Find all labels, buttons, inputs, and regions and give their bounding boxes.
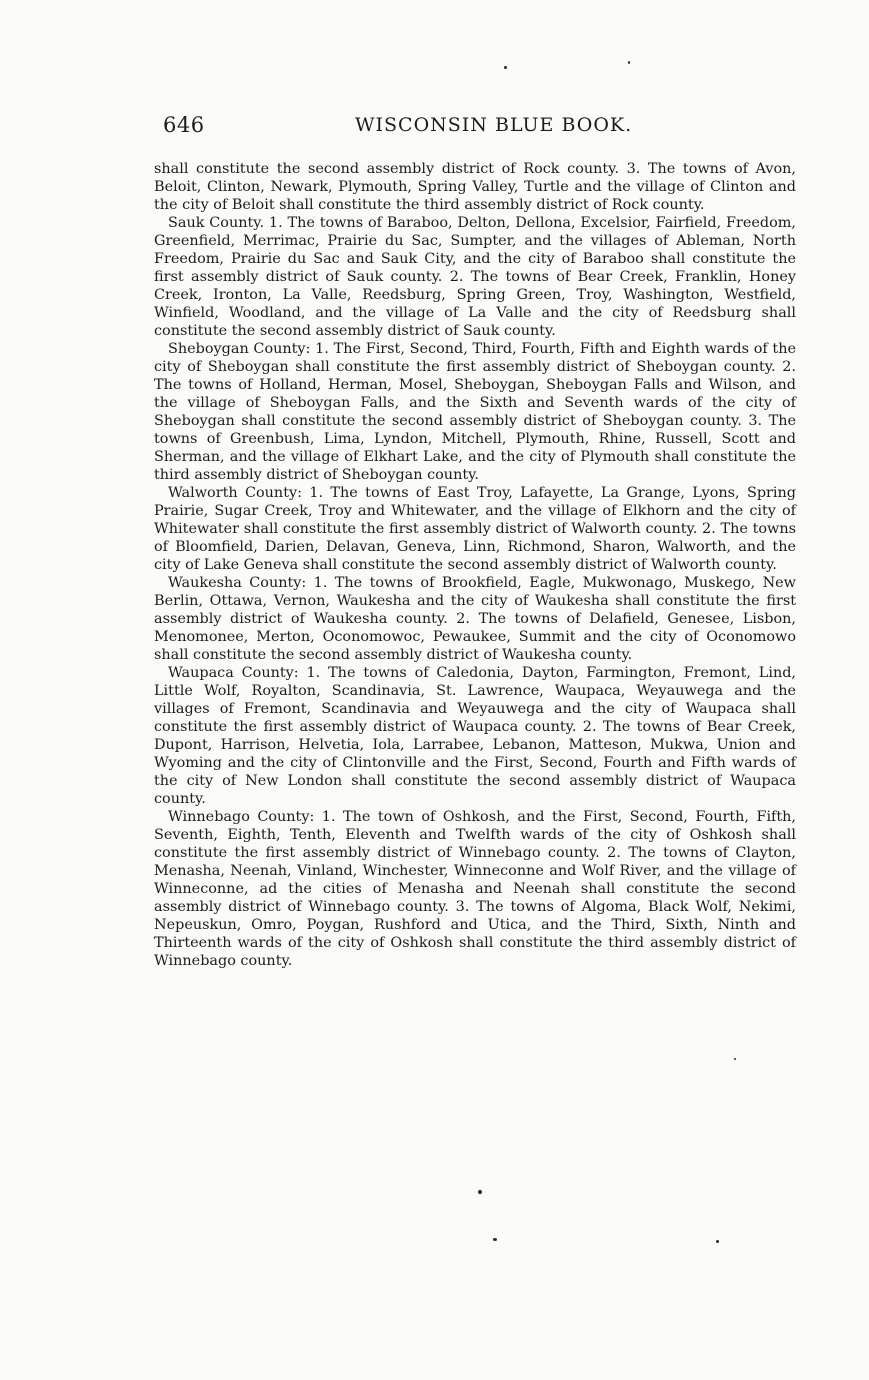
- scan-speck: [716, 1240, 719, 1243]
- scan-speck: [628, 61, 630, 64]
- paragraph-rock-county-continued: shall constitute the second assembly district of Rock county. 3. The towns of Avon, Beloit, Clinton, Newark, Plymouth, Spring Valley, Turtle and the village of Clinton and the city of Beloit shall constitute the third assembly district of Rock county.: [154, 161, 796, 213]
- scan-speck: [493, 1238, 497, 1241]
- paragraph-winnebago-county: Winnebago County: 1. The town of Oshkosh, and the First, Second, Fourth, Fifth, Seventh, Eighth, Tenth, Eleventh and Twelfth wards of the city of Oshkosh shall constitute the first assembly district of Winnebago county. 2. The towns of Clayton, Menasha, Neenah, Vinland, Winchester, Winneconne and Wolf River, and the village of Winneconne, ad the cities of Menasha and Neenah shall constitute the second assembly district of Winnebago county. 3. The towns of Algoma, Black Wolf, Nekimi, Nepeuskun, Omro, Poygan, Rushford and Utica, and the Third, Sixth, Ninth and Thirteenth wards of the city of Oshkosh shall constitute the third assembly district of Winnebago county.: [154, 809, 796, 969]
- scan-speck: [734, 1058, 736, 1060]
- paragraph-waupaca-county: Waupaca County: 1. The towns of Caledonia, Dayton, Farmington, Fremont, Lind, Little Wolf, Royalton, Scandinavia, St. Lawrence, Waupaca, Weyauwega and the villages of Fremont, Scandinavia and Weyauwega and the city of Waupaca shall constitute the first assembly district of Waupaca county. 2. The towns of Bear Creek, Dupont, Harrison, Helvetia, Iola, Larrabee, Lebanon, Matteson, Mukwa, Union and Wyoming and the city of Clintonville and the First, Second, Fourth and Fifth wards of the city of New London shall constitute the second assembly district of Waupaca county.: [154, 665, 796, 807]
- scan-speck: [478, 1190, 482, 1194]
- paragraph-waukesha-county: Waukesha County: 1. The towns of Brookfield, Eagle, Mukwonago, Muskego, New Berlin, Ottawa, Vernon, Waukesha and the city of Waukesha shall constitute the first assembly district of Waukesha county. 2. The towns of Delafield, Genesee, Lisbon, Menomonee, Merton, Oconomowoc, Pewaukee, Summit and the city of Oconomowo shall constitute the second assembly district of Waukesha county.: [154, 575, 796, 663]
- paragraph-walworth-county: Walworth County: 1. The towns of East Troy, Lafayette, La Grange, Lyons, Spring Prairie, Sugar Creek, Troy and Whitewater, and the village of Elkhorn and the city of Whitewater shall constitute the first assembly district of Walworth county. 2. The towns of Bloomfield, Darien, Delavan, Geneva, Linn, Richmond, Sharon, Walworth, and the city of Lake Geneva shall constitute the second assembly district of Walworth county.: [154, 485, 796, 573]
- running-title: WISCONSIN BLUE BOOK.: [355, 114, 633, 136]
- paragraph-sauk-county: Sauk County. 1. The towns of Baraboo, Delton, Dellona, Excelsior, Fairfield, Freedom, Greenfield, Merrimac, Prairie du Sac, Sumpter, and the villages of Ableman, North Freedom, Prairie du Sac and Sauk City, and the city of Baraboo shall constitute the first assembly district of Sauk county. 2. The towns of Bear Creek, Franklin, Honey Creek, Ironton, La Valle, Reedsburg, Spring Green, Troy, Washington, Westfield, Winfield, Woodland, and the village of La Valle and the city of Reedsburg shall constitute the second assembly district of Sauk county.: [154, 215, 796, 339]
- scan-speck: [504, 66, 507, 69]
- paragraph-sheboygan-county: Sheboygan County: 1. The First, Second, Third, Fourth, Fifth and Eighth wards of the city of Sheboygan shall constitute the first assembly district of Sheboygan county. 2. The towns of Holland, Herman, Mosel, Sheboygan, Sheboygan Falls and Wilson, and the village of Sheboygan Falls, and the Sixth and Seventh wards of the city of Sheboygan shall constitute the second assembly district of Sheboygan county. 3. The towns of Greenbush, Lima, Lyndon, Mitchell, Plymouth, Rhine, Russell, Scott and Sherman, and the village of Elkhart Lake, and the city of Plymouth shall constitute the third assembly district of Sheboygan county.: [154, 341, 796, 483]
- page-number: 646: [163, 113, 205, 137]
- body-text: [154, 160, 796, 970]
